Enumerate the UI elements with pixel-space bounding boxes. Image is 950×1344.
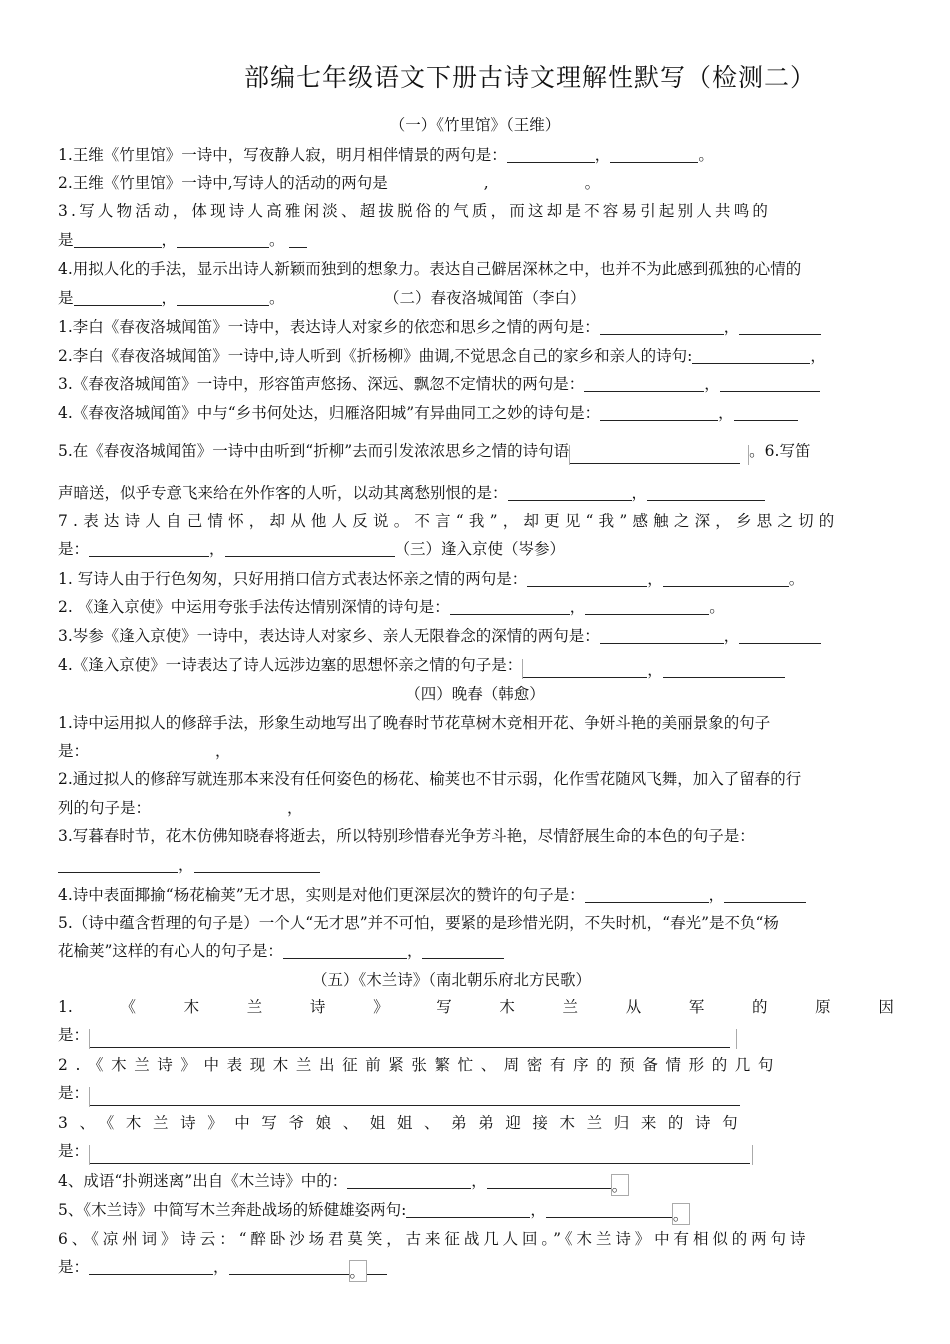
section-heading-2: （二）春夜洛城闻笛（李白） (384, 289, 586, 307)
question-2-7: 7.表达诗人自己情怀，却从他人反说。不言“我”，却更见“我”感触之深，乡思之切的 (58, 512, 840, 530)
page-title: 部编七年级语文下册古诗文理解性默写（检测二） (243, 63, 816, 92)
question-1-3: 3.写人物活动，体现诗人高雅闲淡、超拔脱俗的气质，而这却是不容易引起别人共鸣的 (58, 202, 772, 220)
answer-blank[interactable] (58, 856, 178, 873)
answer-blank[interactable] (600, 318, 724, 335)
answer-blank[interactable] (90, 1089, 740, 1106)
question-2-3: 3.《春夜洛城闻笛》一诗中，形容笛声悠扬、深远、飘忽不定情状的两句是： ， (58, 373, 894, 395)
answer-blank[interactable] (90, 1147, 750, 1164)
answer-blank[interactable] (194, 856, 320, 873)
answer-blank[interactable] (739, 627, 821, 644)
question-2-1: 1.李白《春夜洛城闻笛》一诗中，表达诗人对家乡的依恋和思乡之情的两句是： ， (58, 316, 894, 338)
answer-blank[interactable] (663, 570, 789, 587)
question-5-3-cont: 是： (58, 1140, 894, 1162)
answer-blank[interactable] (90, 1031, 730, 1048)
answer-blank[interactable] (647, 484, 765, 501)
question-5-1-cont: 是： (58, 1024, 894, 1046)
section-heading-3: （三）逢入京使（岑参） (394, 540, 566, 558)
answer-blank[interactable] (600, 404, 718, 421)
answer-blank[interactable] (74, 231, 162, 248)
section-heading-1: （一）《竹里馆》（王维） (389, 116, 561, 134)
question-4-3: 3.写暮春时节，花木仿佛知晓春将逝去，所以特别珍惜春光争芳斗艳，尽情舒展生命的本色的句子是： (58, 827, 755, 845)
answer-blank[interactable] (347, 1172, 471, 1189)
question-5-6: 6、《凉州词》诗云：“醉卧沙场君莫笑，古来征战几人回。”《木兰诗》中有相似的两句诗 (58, 1230, 810, 1248)
question-4-2: 2.通过拟人的修辞写就连那本来没有任何姿色的杨花、榆荚也不甘示弱，化作雪花随风飞舞，加入了留春的行 (58, 770, 802, 788)
question-1-1: 1.王维《竹里馆》一诗中，写夜静人寂，明月相伴情景的两句是： ， 。 (58, 146, 714, 164)
question-1-2: 2.王维《竹里馆》一诗中,写诗人的活动的两句是 , 。 (58, 174, 601, 192)
question-3-4: 4.《逢入京使》一诗表达了诗人远涉边塞的思想怀亲之情的句子是： ， (58, 654, 894, 676)
answer-blank[interactable] (570, 447, 740, 464)
answer-blank[interactable] (734, 404, 798, 421)
question-5-2: 2.《木兰诗》中表现木兰出征前紧张繁忙、周密有序的预备情形的几句 (58, 1056, 781, 1074)
question-2-4: 4.《春夜洛城闻笛》中与“乡书何处达，归雁洛阳城”有异曲同工之妙的诗句是： ， (58, 402, 894, 424)
question-5-6-cont: 是： ， 。 (58, 1256, 894, 1278)
question-4-5: 5.（诗中蕴含哲理的句子是）一个人“无才思”并不可怕，要紧的是珍惜光阴，不失时机，“春光”是不负“杨 (58, 914, 779, 932)
answer-blank[interactable] (546, 1201, 672, 1218)
answer-blank[interactable] (584, 375, 704, 392)
question-1-4-cont: 是 ， 。 (58, 289, 285, 307)
question-4-3-cont: ， (58, 854, 894, 876)
question-4-1: 1.诗中运用拟人的修辞手法，形象生动地写出了晚春时节花草树木竞相开花、争妍斗艳的美丽景象的句子 (58, 714, 771, 732)
question-4-2-cont: 列的句子是： ， (58, 799, 303, 817)
question-4-4: 4.诗中表面揶揄“杨花榆荚”无才思，实则是对他们更深层次的赞许的句子是： ， (58, 884, 894, 906)
answer-blank[interactable] (283, 942, 407, 959)
answer-blank[interactable] (289, 231, 307, 248)
answer-blank[interactable] (367, 1258, 387, 1275)
question-2-2: 2.李白《春夜洛城闻笛》一诗中,诗人听到《折杨柳》曲调,不觉思念自己的家乡和亲人的诗句: ， (58, 347, 826, 365)
question-2-7-cont: 是： ， （三）逢入京使（岑参） (58, 540, 566, 558)
question-5-3: 3、《木兰诗》中写爷娘、姐姐、弟弟迎接木兰归来的诗句 (58, 1114, 750, 1132)
question-2-5: 5.在《春夜洛城闻笛》一诗中由听到“折柳”去而引发浓浓思乡之情的诗句语 。6.写笛 (58, 440, 894, 462)
answer-blank[interactable] (487, 1172, 611, 1189)
question-5-5: 5、《木兰诗》中简写木兰奔赴战场的矫健雄姿两句: ， 。 (58, 1201, 689, 1224)
question-2-6: 声暗送，似乎专意飞来给在外作客的人听，以动其离愁别恨的是： ， (58, 482, 894, 504)
answer-blank[interactable] (89, 1258, 213, 1275)
question-3-3: 3.岑参《逢入京使》一诗中，表达诗人对家乡、亲人无限眷念的深情的两句是： ， (58, 625, 894, 647)
question-4-5-cont: 花榆荚”这样的有心人的句子是： ， (58, 940, 894, 962)
answer-blank[interactable] (89, 540, 209, 557)
answer-blank[interactable] (508, 484, 632, 501)
question-5-2-cont: 是： (58, 1082, 894, 1104)
answer-blank[interactable] (74, 289, 162, 306)
question-1-3-cont: 是 ， 。 (58, 229, 894, 251)
question-4-1-cont: 是： ， (58, 742, 231, 760)
answer-blank[interactable] (450, 598, 570, 615)
question-5-4: 4、成语“扑朔迷离”出自《木兰诗》中的： ， 。 (58, 1172, 628, 1195)
answer-blank[interactable] (663, 661, 785, 678)
answer-blank[interactable] (724, 886, 806, 903)
question-1-4: 4.用拟人化的手法，显示出诗人新颖而独到的想象力。表达自己僻居深林之中，也并不为此感到孤独的心情的 (58, 260, 802, 278)
answer-blank[interactable] (523, 661, 647, 678)
question-3-2: 2. 《逢入京使》中运用夸张手法传达情别深情的诗句是： ， 。 (58, 598, 725, 616)
question-5-1: 1. 《 木 兰 诗 》 写 木 兰 从 军 的 原 因 (58, 998, 894, 1016)
answer-blank[interactable] (507, 146, 595, 163)
answer-blank[interactable] (225, 540, 395, 557)
section-heading-5: （五）《木兰诗》（南北朝乐府北方民歌） (312, 971, 592, 989)
answer-blank[interactable] (422, 942, 504, 959)
answer-blank[interactable] (406, 1201, 530, 1218)
answer-blank[interactable] (177, 289, 269, 306)
answer-blank[interactable] (177, 231, 269, 248)
answer-blank[interactable] (600, 627, 724, 644)
section-heading-4: （四）晚春（韩愈） (405, 685, 545, 703)
question-3-1: 1. 写诗人由于行色匆匆，只好用捎口信方式表达怀亲之情的两句是： ， 。 (58, 570, 805, 588)
answer-blank[interactable] (585, 886, 709, 903)
answer-blank[interactable] (585, 598, 709, 615)
answer-blank[interactable] (739, 318, 821, 335)
answer-blank[interactable] (610, 146, 698, 163)
answer-blank[interactable] (229, 1258, 349, 1275)
answer-blank[interactable] (720, 375, 820, 392)
answer-blank[interactable] (527, 570, 647, 587)
answer-blank[interactable] (692, 347, 810, 364)
